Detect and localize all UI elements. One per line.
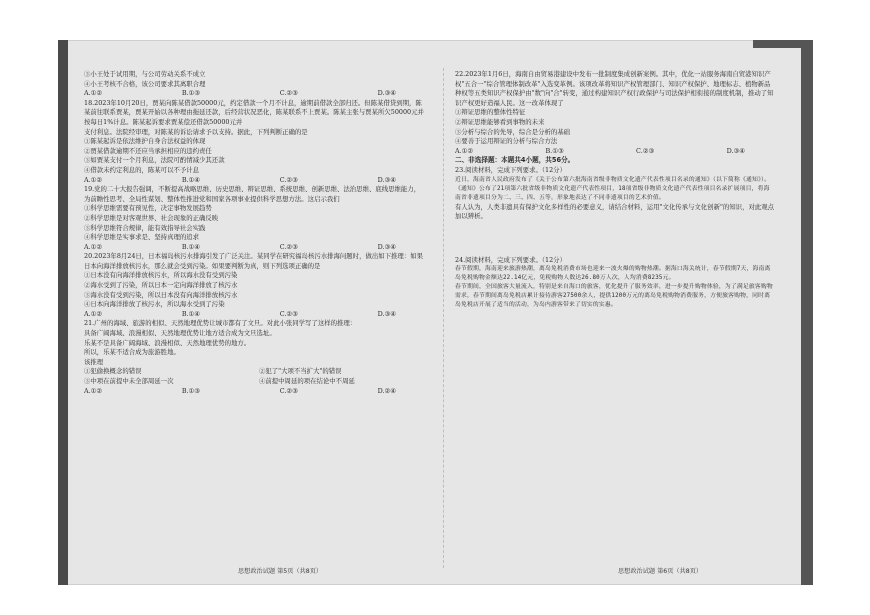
scan-edge-left — [58, 40, 68, 585]
section-heading: 二、非选择题：本题共4小题，共56分。 — [455, 156, 575, 165]
question-stem: 18.2023年10月20日，贾某向陈某借款50000元，约定借款一个月不计息，逾期前借款全部归还。但陈某借贷到期，陈某前往联系贾某，贾某开始以各种理由拖延还款，后经营状况恶化，陈某联系不上贾某。陈某主张与贾某所欠50000元并按每日1%计息。陈某起诉要求贾某偿还借款50000元并 — [84, 98, 424, 126]
question-stem: 21.广州的海域、旅游的相似、天然地理优势让城市都有了文旦。对此小张同学写了这样的推理： — [84, 319, 357, 328]
text-line: ②海水受到了污染，所以日本一定向海洋排放了核污水 — [84, 281, 238, 290]
text-line: 乐某不是具备广阔海域、浪漫相似、天然地理优势的地方。 — [84, 338, 251, 347]
answer-choices — [84, 310, 426, 320]
answer-choice: A.①② — [455, 146, 474, 155]
answer-choice: B.①④ — [181, 242, 201, 251]
answer-choice: A.①② — [84, 242, 103, 251]
answer-choice: D.②④ — [377, 386, 396, 395]
scanned-exam-sheet — [58, 40, 813, 585]
page-divider — [443, 68, 444, 568]
reading-material: 春节期间，全国旅客大量流入，特别是来自海口的旅客，优化提升了服务效率，进一步提升购物体验，为了满足旅客购物需求，春节期间离岛免税店累计接待游客27500余人，提供1200万元的离岛免税购物消费服务，方便旅客购物，同时离岛免税店开展了适当的活动，为岛内游客带来了切实的实惠。 — [455, 284, 773, 309]
text-line: ②贾某借款逾期不还应当承担相应的违约责任 — [84, 146, 212, 155]
text-line: ④要善于运用辩证的分析与综合方法 — [455, 137, 558, 146]
answer-choice: D.③④ — [377, 309, 396, 318]
text-line: ①科学思维需要有预见性，决定事物发展趋势 — [84, 204, 212, 213]
answer-choice: C.②③ — [636, 146, 655, 155]
answer-choices — [84, 89, 426, 99]
question-stem: 20.2023年8月24日，日本福岛核污水排海引发了广泛关注。某同学在研究福岛核污水排海问题时，做出如下推理：如果日本向海洋排放核污水，那么就会受到污染。如果要判断为真，则下列选项正确的是 — [84, 252, 423, 270]
question-stem: 23.阅读材料，完成下列要求。（12分） — [455, 165, 566, 174]
text-line: ④日本向海洋排放了核污水，所以海水受到了污染 — [84, 300, 225, 309]
text-line: 有人认为，人类非遗具有保护文化多样性的必要意义，请结合材料，运用"文化传承与文化创新"的知识，对此观点加以辨析。 — [455, 202, 775, 221]
text-line: ④小王考核不合格，该公司要求其离职合理 — [84, 79, 206, 88]
statement-option: ①犯偷换概念的错误 — [84, 367, 142, 376]
answer-choice: B.①④ — [181, 309, 201, 318]
answer-space — [455, 222, 775, 256]
answer-choice: C.②③ — [279, 89, 298, 98]
page-6-column — [455, 70, 775, 560]
text-line: ④科学思维是实事求是、坚持真理的追求 — [84, 233, 200, 242]
answer-choice: B.①③ — [545, 146, 564, 155]
answer-choice: C.②③ — [279, 386, 298, 395]
question-stem: 24.阅读材料，完成下列要求。（12分） — [455, 255, 566, 264]
statement-options — [84, 367, 426, 386]
answer-choices — [84, 176, 426, 186]
page-6-footer: 思想政治试题 第6页（共8页） — [618, 568, 703, 575]
reading-material: 近日，海南省人民政府发布了《关于公布第六批海南省级非物质文化遗产代表性项目名录的通知》（以下简称《通知》）。《通知》公布了21项第六批省级非物质文化遗产代表性项目，18项省级非物质文化遗产代表性项目名录扩展项目，将海南省非遗项目分为二、三、四、五等，形象地表达了不同非遗项目的艺术价值。 — [455, 176, 771, 201]
answer-choices — [84, 387, 426, 397]
text-line: ③海水没有受到污染，所以日本没有向海洋排放核污水 — [84, 290, 238, 299]
scan-edge-right — [801, 40, 813, 585]
question-stem: 22.2023年1月6日，海南自由贸易港建设中发布一批制度集成创新案例。其中，优化一站服务海南自贸港知识产权"五合一"综合管理体制改革"入选变革例。该项改革将知识产权管理部门、知识产权保护、地理标志、植物新品种权等五类知识产权保护由"数"向"合"转变，通过构建知识产权行政保护与司法保护相衔接的制度机制，推动了知识产权更好造福人民。这一改革体现了 — [455, 70, 774, 107]
page-5-footer: 思想政治试题 第5页（共8页） — [238, 568, 323, 575]
text-line: ④借款未约定利息的，陈某可以不予计息 — [84, 165, 200, 174]
answer-choice: A.①② — [84, 175, 103, 184]
text-line: ②科学思维是对客观世界、社会现象的正确反映 — [84, 213, 219, 222]
statement-option: ③中项在前提中未全部周延一次 — [84, 377, 174, 385]
answer-choice: B.①③ — [181, 386, 201, 395]
page-5-column — [84, 70, 426, 560]
answer-choice: D.③④ — [377, 242, 396, 251]
answer-choice: B.①④ — [181, 175, 201, 184]
answer-choice: D.③④ — [726, 146, 745, 155]
answer-choice: A.①② — [84, 309, 103, 318]
question-stem: 19.党的二十大报告强调，不断提高战略思维、历史思维、辩证思维、系统思维、创新思维、法治思维、底线思维能力，为前瞻性思考、全局性谋划、整体性推进党和国家各项事业提供科学思想方法。这启示我们 — [84, 185, 421, 203]
answer-choice: A.①② — [84, 386, 103, 395]
text-line: 该推理 — [84, 357, 104, 366]
text-line: 支付利息。法院经审理，对陈某的诉讼请求予以支持。据此，下列判断正确的是 — [84, 127, 308, 136]
answer-choices — [84, 243, 426, 253]
text-line: 具备广阔海域、浪漫相似、天然地理优势让地方适合成为文旦选址。 — [84, 329, 276, 338]
text-line: ③科学思维符合规律，能有效指导社会实践 — [84, 223, 206, 232]
answer-choice: A.①② — [84, 89, 103, 98]
text-line: 所以，乐某不适合成为旅游胜地。 — [84, 348, 180, 357]
answer-choice: D.③④ — [377, 175, 396, 184]
answer-choice: C.②③ — [279, 175, 298, 184]
answer-choices — [455, 147, 775, 157]
scan-edge-top — [753, 40, 813, 48]
text-line: ①陈某起诉是依法维护自身合法权益的体现 — [84, 137, 206, 146]
text-line: ③分析与综合的先导，综合是分析的基础 — [455, 127, 571, 136]
answer-choice: C.②③ — [279, 242, 298, 251]
statement-option: ②犯了"大项不当扩大"的错误 — [259, 367, 342, 376]
answer-choice: D.③④ — [377, 89, 396, 98]
text-line: ①辩证思维的整体性特征 — [455, 108, 526, 117]
answer-choice: B.①③ — [181, 89, 201, 98]
text-line: ①日本没有向海洋排放核污水，所以海水没有受到污染 — [84, 271, 238, 280]
text-line: ③如贾某支付一个月利息，法院可酌情减少其还款 — [84, 156, 225, 165]
statement-option: ④前提中周延的项在结论中不周延 — [259, 377, 355, 385]
reading-material: 春节假期，海南迎来旅游热潮，离岛免税消费市场也迎来一波火爆的购物热潮。据海口海关统计，春节假期7天，海南离岛免税购物金额达22.14亿元，免税购物人数达26.80万人次，人均消费8235元。 — [455, 266, 771, 282]
text-line: ③小王处于试用期，与公司劳动关系不成立 — [84, 70, 206, 78]
answer-choice: C.②③ — [279, 309, 298, 318]
text-line: ②辩证思维能够看到事物的未来 — [455, 117, 545, 126]
